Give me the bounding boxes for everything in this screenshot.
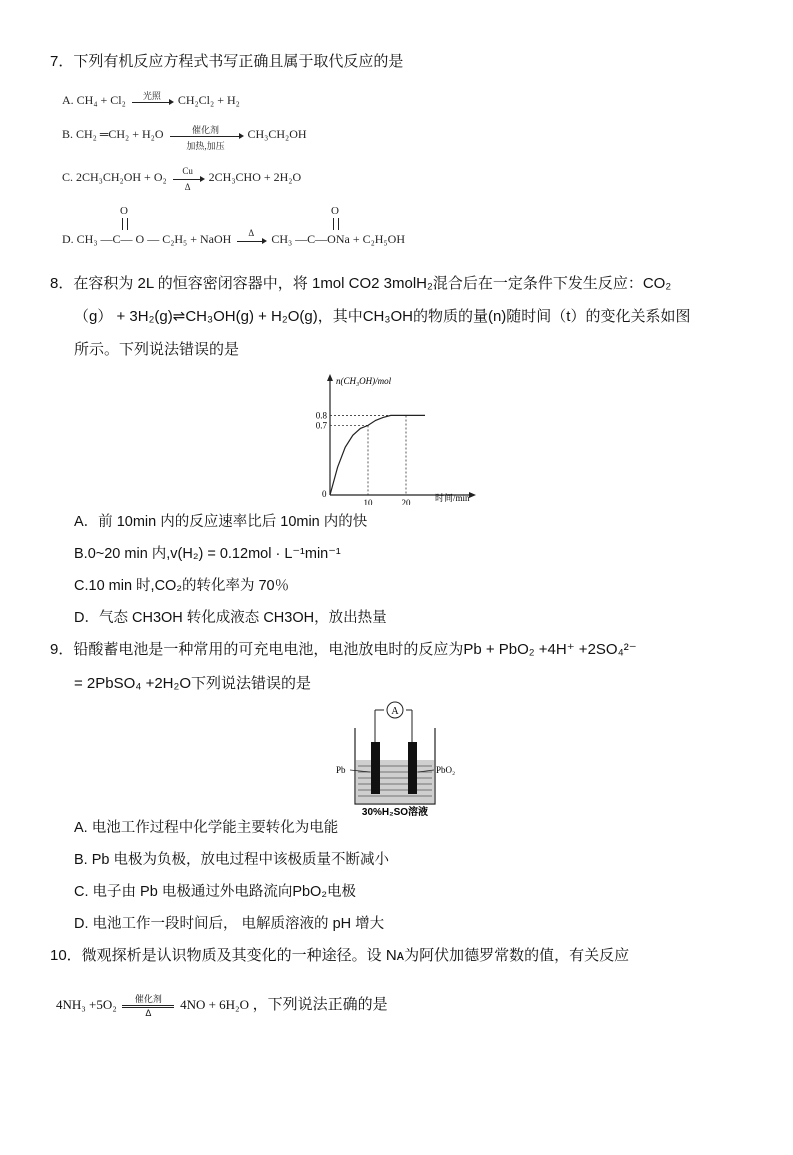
pb-electrode [371, 742, 380, 794]
chart-guides [330, 415, 406, 495]
q9-option-d: D. 电池工作一段时间后， 电解质溶液的 pH 增大 [74, 916, 385, 932]
q9-battery-figure [330, 700, 470, 818]
q10-stem-line1: 10．微观探析是认识物质及其变化的一种途径。设 Nᴀ为阿伏加德罗常数的值，有关反应 [50, 947, 630, 964]
pb-label: Pb [336, 765, 346, 775]
q8-option-a: A．前 10min 内的反应速率比后 10min 内的快 [74, 514, 368, 530]
q9-option-a: A. 电池工作过程中化学能主要转化为电能 [74, 820, 339, 836]
q7-option-a: A. CH₄ + Cl₂ 光照 CH₂Cl₂ + H₂ [62, 90, 240, 107]
y-tick-label: 0.7 [315, 420, 327, 431]
y-axis-label: n(CH₃OH)/mol [336, 376, 392, 386]
q8-stem-line3: 所示。下列说法错误的是 [74, 341, 240, 358]
origin-label: 0 [322, 489, 327, 499]
q7-option-d: D. CH₃ —C— O — C₂H₅ + NaOH Δ CH₃ —C—ONa + C₂H₅OH [62, 227, 405, 246]
q7-d-carbonyl-o-2: O [331, 205, 339, 217]
q8-option-d: D．气态 CH3OH 转化成液态 CH3OH，放出热量 [74, 610, 387, 626]
q7-d-carbonyl-o-1: O [120, 205, 128, 217]
y-axis-arrow [327, 374, 333, 381]
electrolyte [356, 760, 434, 803]
q8-option-c: C.10 min 时,CO₂的转化率为 70％ [74, 578, 290, 594]
q8-option-b: B.0~20 min 内,v(H₂) = 0.12mol · L⁻¹min⁻¹ [74, 546, 341, 562]
q7-d-double-bond-2 [333, 218, 339, 230]
q7-option-c: C. 2CH₃CH₂OH + O₂ $\frac{Cu}{\Delta}$ 2CH₃CHO + 2H₂O [62, 165, 302, 192]
electrolyte-caption: 30%H₂SO溶液 [361, 807, 429, 818]
q7-d-double-bond-1 [122, 218, 128, 230]
q7-option-b: B. CH₂ ═CH₂ + H₂O 催化剂 加热,加压 CH₃CH₂OH [62, 124, 307, 151]
q9-stem-line1: 9．铅酸蓄电池是一种常用的可充电电池，电池放电时的反应为Pb + PbO₂ +4H⁺ +2SO₄²⁻ [50, 641, 637, 658]
x-axis-label: 时间/min [435, 493, 470, 503]
q9-stem-line2: = 2PbSO₄ +2H₂O下列说法错误的是 [74, 675, 312, 692]
q8-chart [300, 370, 490, 505]
x-tick-label: 10 [363, 498, 373, 505]
q9-option-c: C. 电子由 Pb 电极通过外电路流向PbO₂电极 [74, 884, 356, 900]
x-axis-arrow [469, 492, 476, 498]
ch3oh-curve [330, 415, 425, 495]
chart-axes [327, 374, 476, 498]
ammeter-label: A [391, 706, 399, 717]
x-tick-label: 20 [401, 498, 411, 505]
q9-option-b: B. Pb 电极为负极，放电过程中该极质量不断减小 [74, 852, 389, 868]
q8-stem-line1: 8．在容积为 2L 的恒容密闭容器中，将 1mol CO2 3molH₂混合后在一定条件下发生反应：CO₂ [50, 275, 672, 292]
q7-stem: 7．下列有机反应方程式书写正确且属于取代反应的是 [50, 53, 404, 70]
q10-equation: 4NH₃ +5O₂ 催化剂 Δ 4NO + 6H₂O ，下列说法正确的是 [56, 994, 388, 1019]
q8-stem-line2: （g） + 3H₂(g)⇌CH₃OH(g) + H₂O(g)，其中CH₃OH的物质的量(n)随时间（t）的变化关系如图 [74, 308, 691, 325]
y-tick-label: 0.8 [315, 410, 327, 421]
pbo2-electrode [408, 742, 417, 794]
pbo2-label: PbO₂ [436, 765, 456, 775]
